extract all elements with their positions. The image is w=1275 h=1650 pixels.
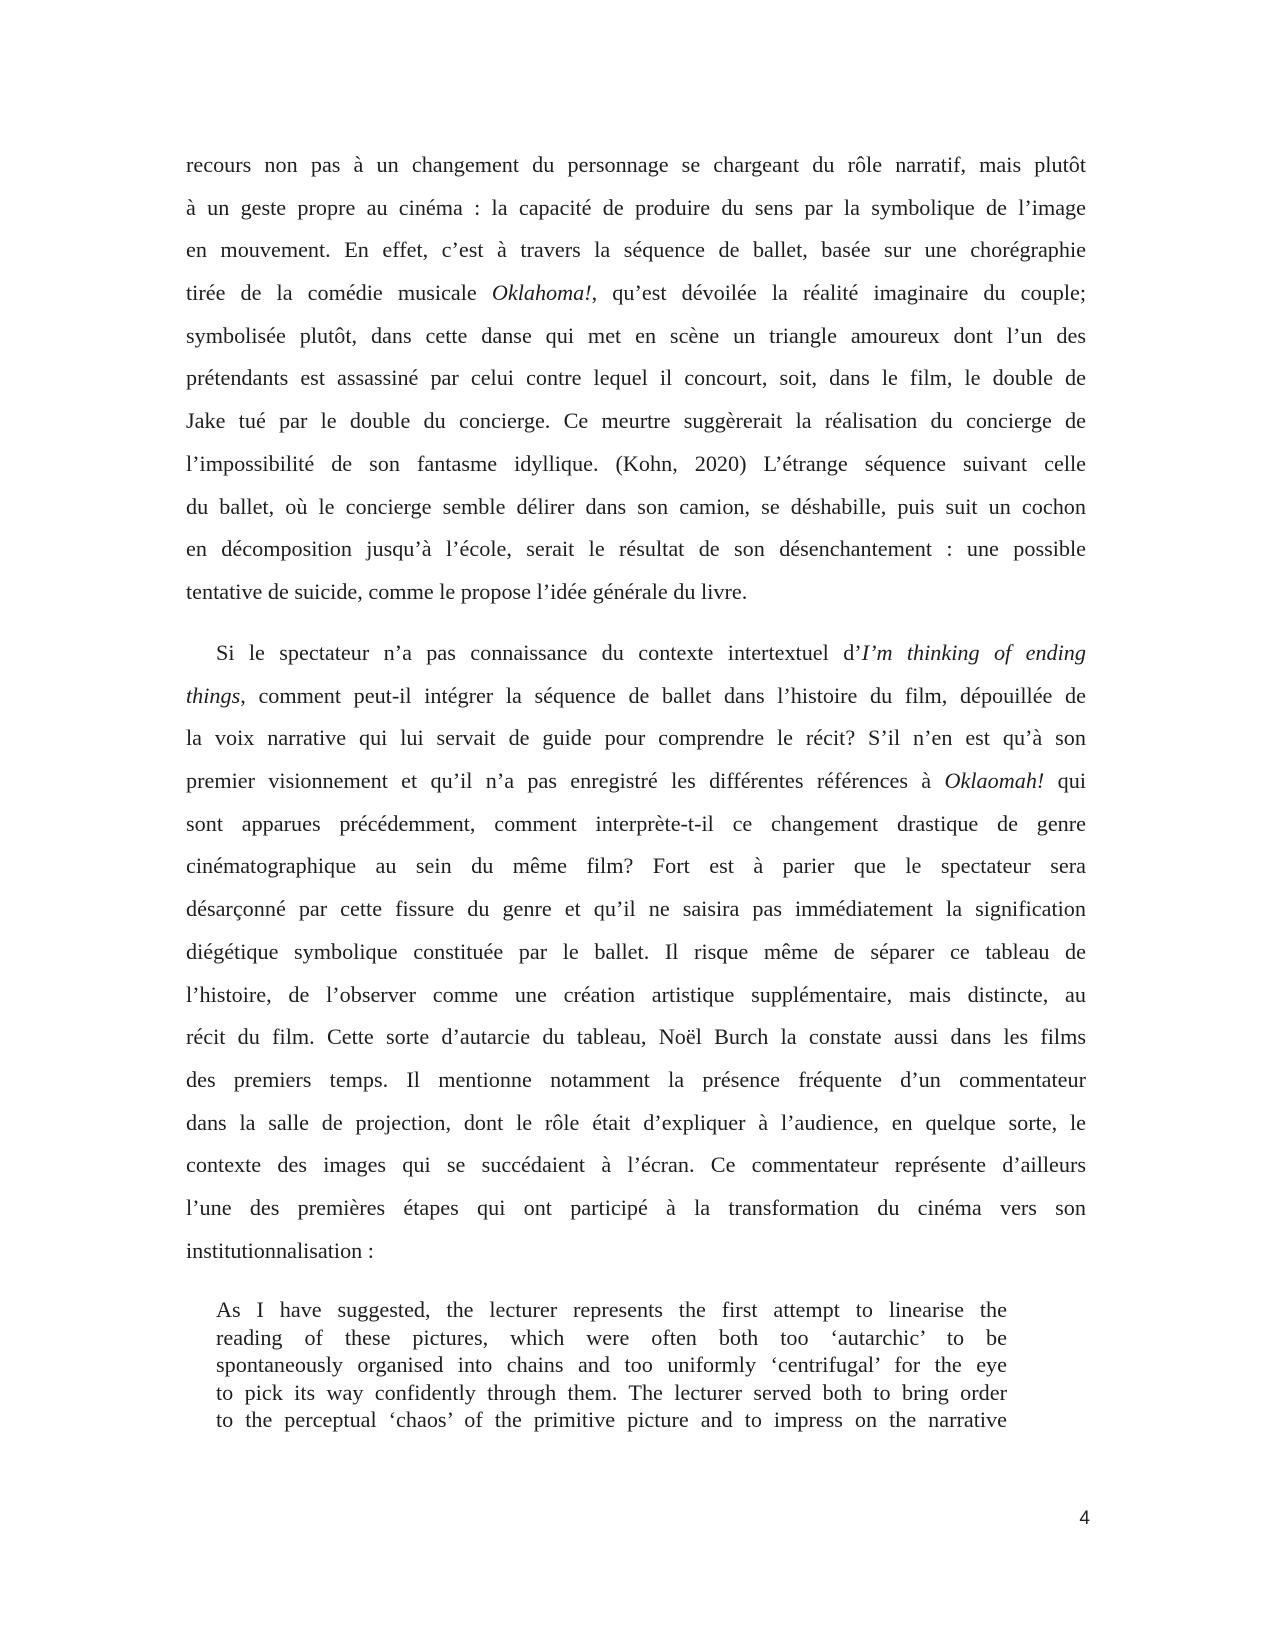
text-line (186, 632, 1086, 675)
quote-line: to pick its way confidently through them. The lecturer served both to bring order (216, 1379, 1007, 1405)
text-line: dans la salle de projection, dont le rôle était d’expliquer à l’audience, en quelque sorte, le (186, 1109, 1086, 1135)
text-line: du ballet, où le concierge semble délirer dans son camion, se déshabille, puis suit un cochon (186, 493, 1086, 519)
text-line: prétendants est assassiné par celui contre lequel il concourt, soit, dans le film, le double de (186, 365, 1086, 391)
text-line: des premiers temps. Il mentionne notamment la présence fréquente d’un commentateur (186, 1066, 1086, 1092)
text-line: récit du film. Cette sorte d’autarcie du tableau, Noël Burch la constate aussi dans les films (186, 1024, 1086, 1050)
text-line: symbolisée plutôt, dans cette danse qui met en scène un triangle amoureux dont l’un des (186, 322, 1086, 348)
text-line: désarçonné par cette fissure du genre et qu’il ne saisira pas immédiatement la signification (186, 896, 1086, 922)
text-line: la voix narrative qui lui servait de guide pour comprendre le récit? S’il n’en est qu’à son (186, 725, 1086, 751)
text-line: sont apparues précédemment, comment interprète-t-il ce changement drastique de genre (186, 810, 1086, 836)
quote-line: reading of these pictures, which were often both too ‘autarchic’ to be (216, 1324, 1007, 1350)
italic-title: things (186, 682, 241, 708)
text-line: Jake tué par le double du concierge. Ce meurtre suggèrerait la réalisation du concierge de (186, 408, 1086, 434)
text-line (186, 272, 1086, 315)
text-line: l’histoire, de l’observer comme une création artistique supplémentaire, mais distincte, au (186, 981, 1086, 1007)
text-line: cinématographique au sein du même film? Fort est à parier que le spectateur sera (186, 853, 1086, 879)
text-run: Si le spectateur n’a pas connaissance du contexte intertextuel d’ (216, 640, 862, 665)
text-run: tirée de la comédie musicale (186, 280, 492, 306)
page-number: 4 (1079, 1508, 1090, 1529)
text-line: institutionnalisation : (186, 1237, 374, 1263)
text-line: diégétique symbolique constituée par le ballet. Il risque même de séparer ce tableau de (186, 938, 1086, 964)
paragraph-1 (186, 144, 1086, 614)
text-run: qui (1044, 768, 1086, 794)
text-line (186, 675, 1086, 718)
italic-title: Oklaomah! (944, 768, 1045, 794)
quote-line: spontaneously organised into chains and too uniformly ‘centrifugal’ for the eye (216, 1352, 1007, 1378)
paragraph-2 (186, 632, 1086, 1272)
quote-line: As I have suggested, the lecturer represents the first attempt to linearise the (216, 1297, 1007, 1322)
text-run: , qu’est dévoilée la réalité imaginaire du couple; (591, 280, 1086, 306)
quote-line: to the perceptual ‘chaos’ of the primitive picture and to impress on the narrative (216, 1407, 1007, 1433)
text-line: recours non pas à un changement du personnage se chargeant du rôle narratif, mais plutôt (186, 152, 1086, 177)
text-line: l’une des premières étapes qui ont participé à la transformation du cinéma vers son (186, 1194, 1086, 1220)
block-quote (216, 1296, 1007, 1434)
text-line (186, 760, 1086, 803)
text-line: en décomposition jusqu’à l’école, serait le résultat de son désenchantement : une possible (186, 536, 1086, 562)
text-line: à un geste propre au cinéma : la capacité de produire du sens par la symbolique de l’image (186, 194, 1086, 220)
text-run: premier visionnement et qu’il n’a pas enregistré les différentes références à (186, 768, 945, 794)
text-line: contexte des images qui se succédaient à l’écran. Ce commentateur représente d’ailleurs (186, 1152, 1086, 1178)
italic-title: I’m thinking of ending (861, 640, 1086, 665)
text-run: , comment peut-il intégrer la séquence de ballet dans l’histoire du film, dépouillée de (240, 682, 1086, 708)
text-line: en mouvement. En effet, c’est à travers la séquence de ballet, basée sur une chorégraphie (186, 237, 1086, 263)
text-line: tentative de suicide, comme le propose l’idée générale du livre. (186, 578, 748, 604)
text-line: l’impossibilité de son fantasme idyllique. (Kohn, 2020) L’étrange séquence suivant celle (186, 450, 1086, 476)
italic-title: Oklahoma! (491, 280, 592, 306)
